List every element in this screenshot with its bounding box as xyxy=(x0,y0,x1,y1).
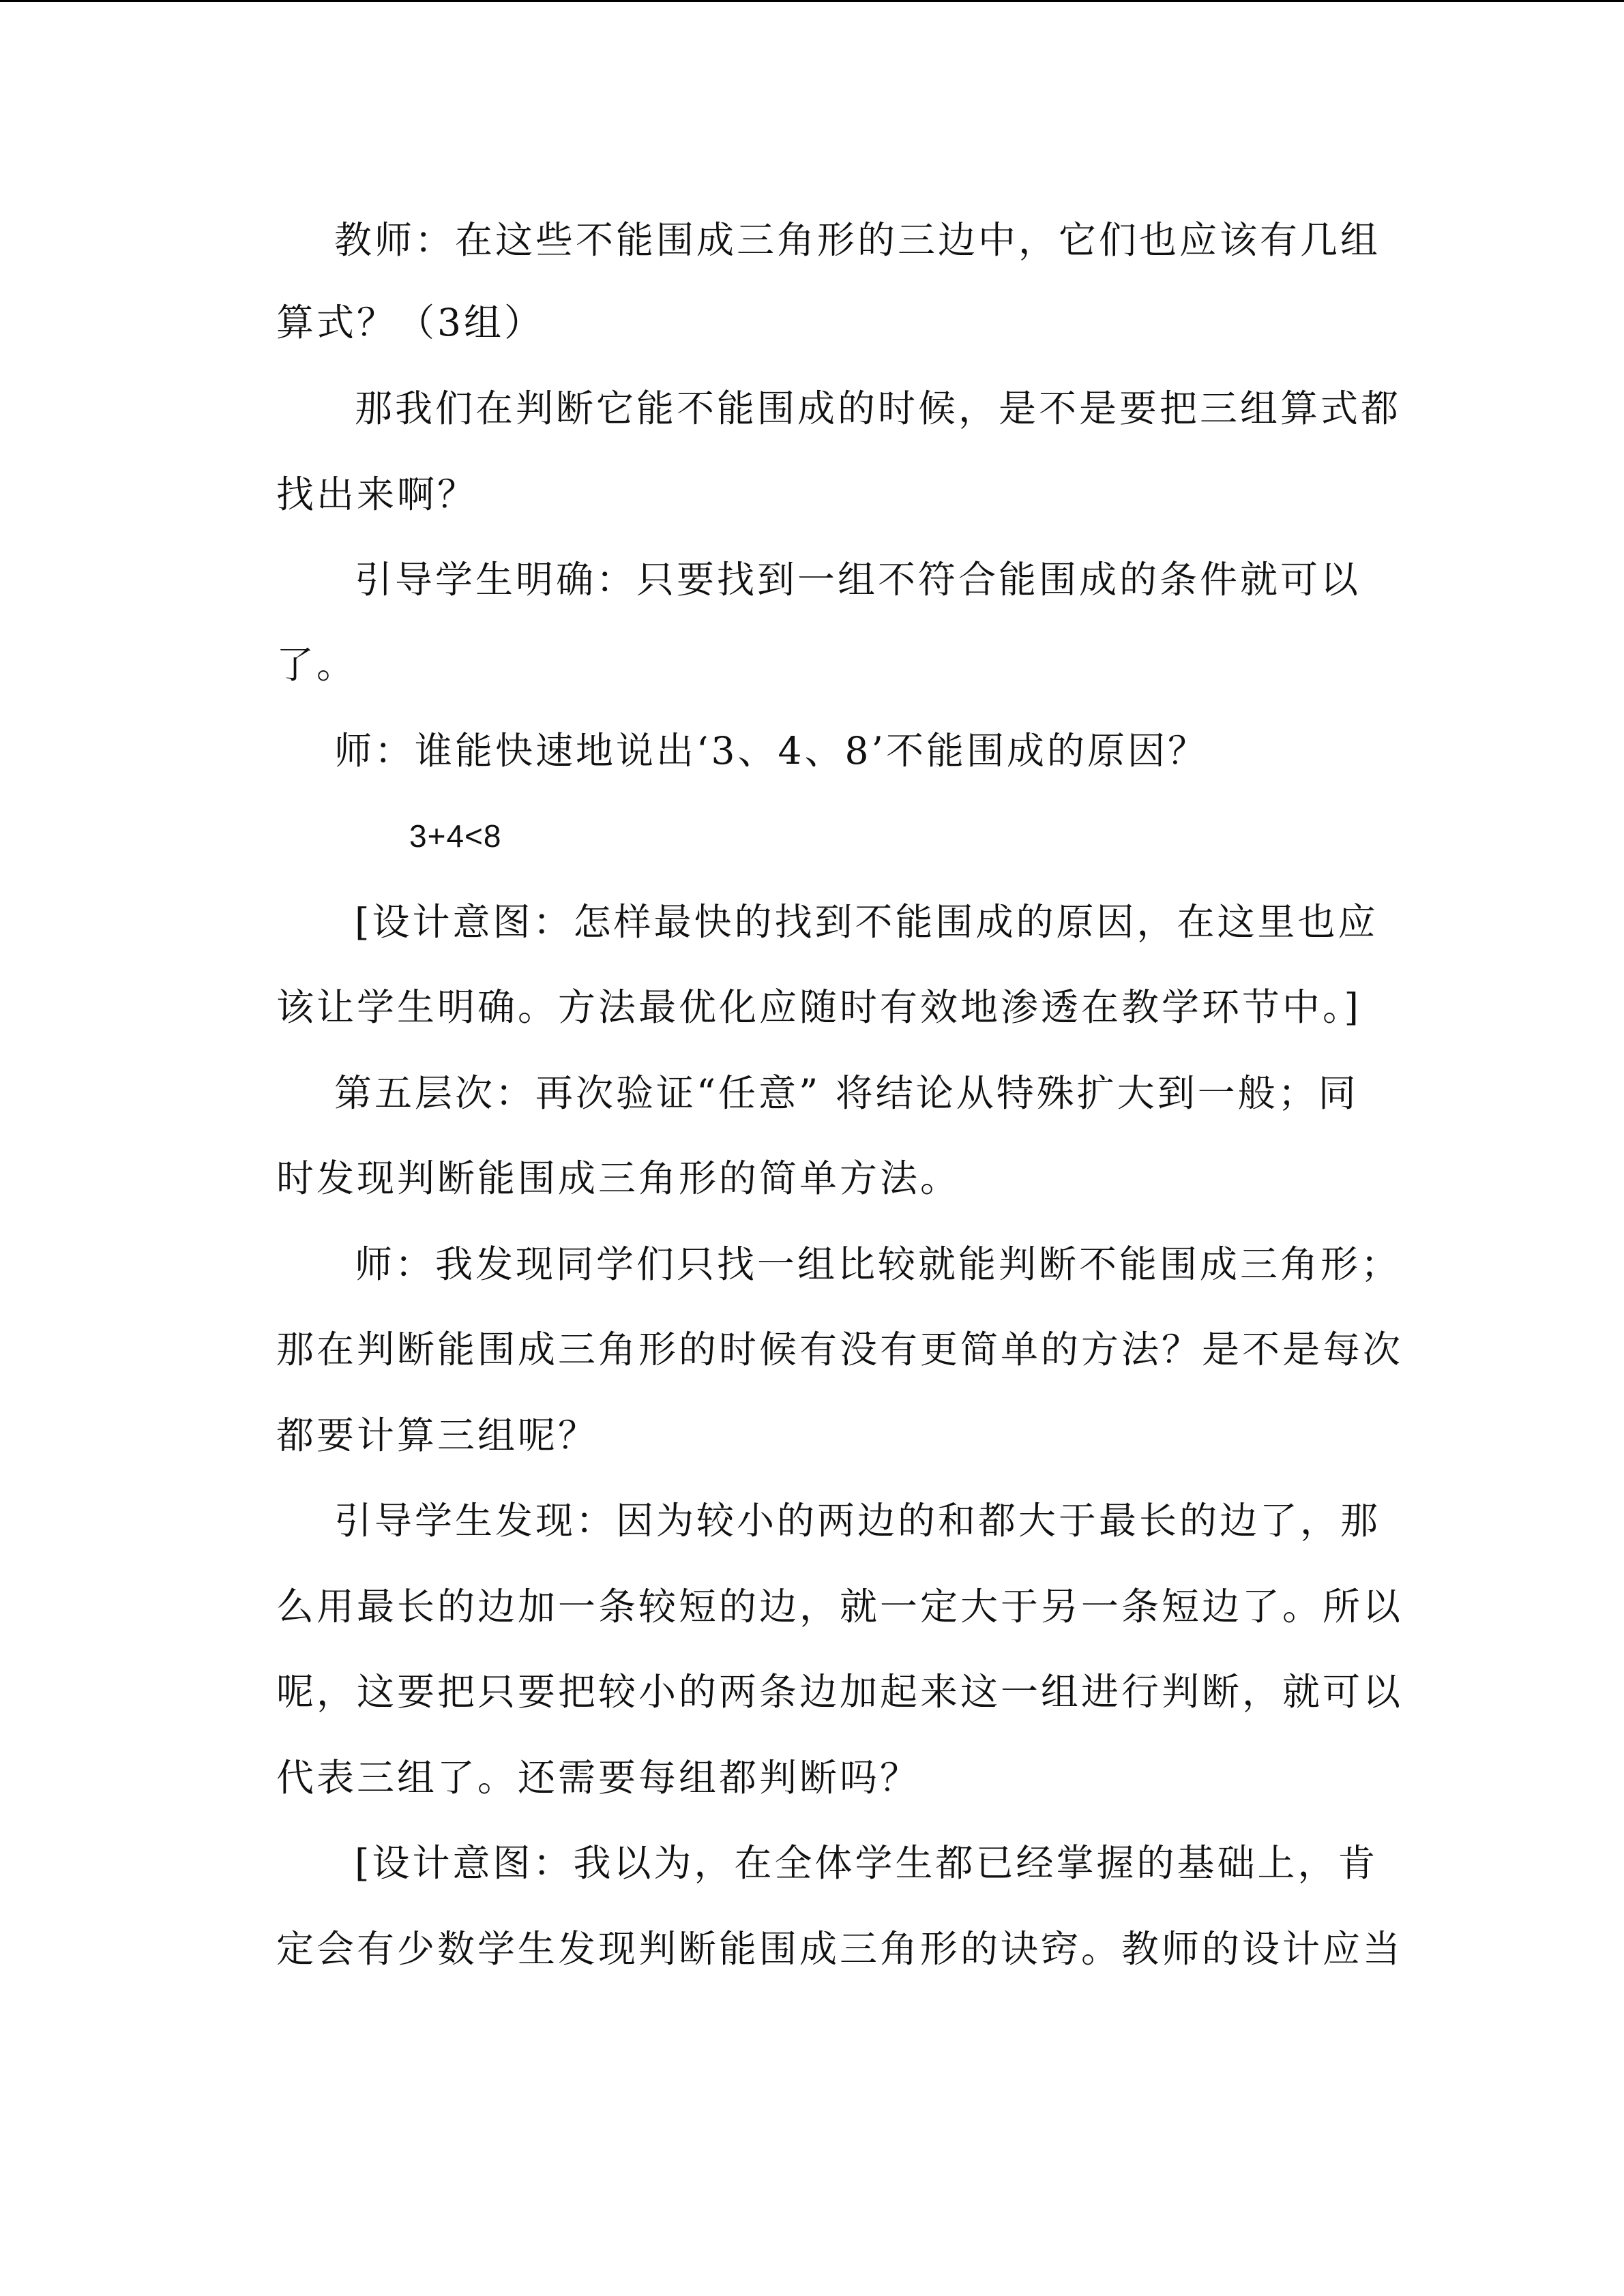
text-line-12: 时发现判断能围成三角形的简单方法。 xyxy=(276,1157,961,1200)
text-line-17: 么用最长的边加一条较短的边，就一定大于另一条短边了。所以 xyxy=(276,1585,1404,1628)
formula-line: 3+4<8 xyxy=(409,818,502,854)
text-line-21: 定会有少数学生发现判断能围成三角形的诀窍。教师的设计应当 xyxy=(276,1927,1404,1971)
text-line-11: 第五层次：再次验证“任意” 将结论从特殊扩大到一般；同 xyxy=(334,1071,1359,1115)
text-line-9: [设计意图：怎样最快的找到不能围成的原因，在这里也应 xyxy=(355,900,1378,944)
text-line-18: 呢，这要把只要把较小的两条边加起来这一组进行判断，就可以 xyxy=(276,1670,1404,1714)
text-line-19: 代表三组了。还需要每组都判断吗？ xyxy=(276,1756,921,1800)
text-line-7: 师：谁能快速地说出‘3、4、8’不能围成的原因？ xyxy=(334,729,1208,773)
text-line-5: 引导学生明确：只要找到一组不符合能围成的条件就可以 xyxy=(355,558,1361,601)
text-line-13: 师：我发现同学们只找一组比较就能判断不能围成三角形； xyxy=(355,1242,1402,1286)
text-line-1: 教师：在这些不能围成三角形的三边中，它们也应该有几组 xyxy=(334,218,1381,262)
text-line-20: [设计意图：我以为，在全体学生都已经掌握的基础上，肯 xyxy=(355,1841,1378,1885)
text-line-14: 那在判断能围成三角形的时候有没有更简单的方法？是不是每次 xyxy=(276,1328,1404,1371)
text-line-10: 该让学生明确。方法最优化应随时有效地渗透在教学环节中。] xyxy=(276,985,1361,1029)
text-line-16: 引导学生发现：因为较小的两边的和都大于最长的边了，那 xyxy=(334,1499,1381,1542)
text-line-6: 了。 xyxy=(276,643,357,687)
text-line-2: 算式？（3组） xyxy=(276,301,544,344)
text-line-15: 都要计算三组呢？ xyxy=(276,1414,599,1457)
text-line-3: 那我们在判断它能不能围成的时候，是不是要把三组算式都 xyxy=(355,387,1402,430)
text-line-4: 找出来啊？ xyxy=(276,473,478,516)
